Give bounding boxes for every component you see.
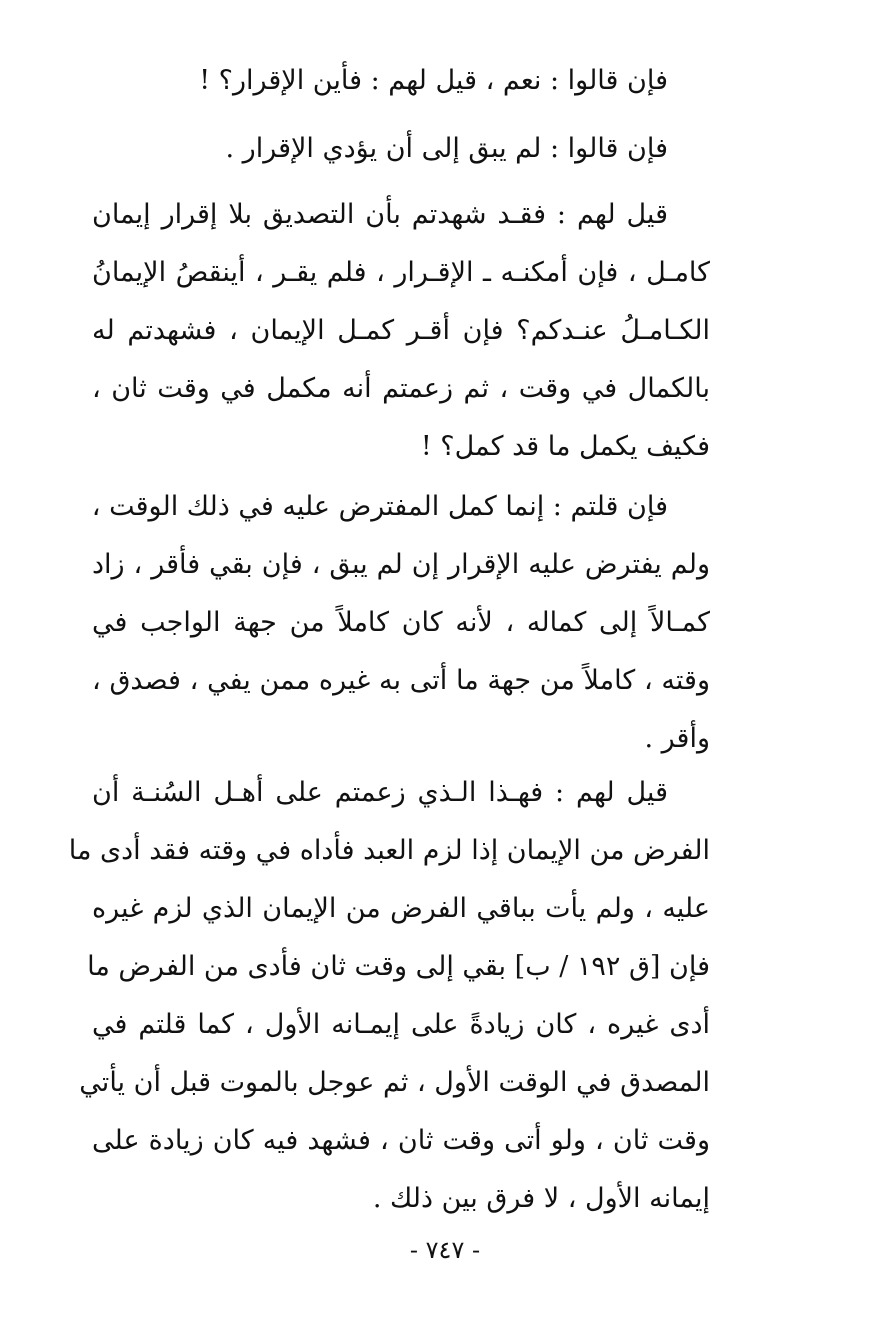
text-line: فإن [ق ١٩٢ / ب] بقي إلى وقت ثان فأدى من الفرض ما — [87, 951, 710, 982]
text-line: فإن قالوا : لم يبق إلى أن يؤدي الإقرار . — [225, 133, 668, 164]
text-line: عليه ، ولم يأت بباقي الفرض من الإيمان الذي لزم غيره — [92, 893, 710, 924]
text-line: إيمانه الأول ، لا فرق بين ذلك . — [372, 1183, 710, 1214]
page-number: - ٧٤٧ - — [409, 1236, 481, 1264]
paragraph-2 — [92, 120, 710, 178]
paragraph-3 — [92, 186, 710, 476]
paragraph-1 — [92, 52, 710, 110]
text-line: كمـالاً إلى كماله ، لأنه كان كاملاً من جهة الواجب في — [92, 607, 710, 638]
paragraph-5 — [68, 764, 710, 1228]
text-line: ولم يفترض عليه الإقرار إن لم يبق ، فإن بقي فأقر ، زاد — [92, 549, 710, 580]
text-line: فإن قلتم : إنما كمل المفترض عليه في ذلك الوقت ، — [91, 491, 668, 522]
text-line: وقته ، كاملاً من جهة ما أتى به غيره ممن يفي ، فصدق ، — [92, 665, 710, 696]
paragraph-4 — [92, 478, 710, 768]
text-line: الكـامـلُ عنـدكم؟ فإن أقـر كمـل الإيمان ، فشهدتم له — [92, 315, 710, 346]
text-line: الفرض من الإيمان إذا لزم العبد فأداه في وقته فقد أدى ما — [68, 835, 710, 866]
text-line: قيل لهم : فقـد شهدتم بأن التصديق بلا إقرار إيمان — [92, 199, 668, 230]
text-line: وقت ثان ، ولو أتى وقت ثان ، فشهد فيه كان زيادة على — [92, 1125, 710, 1156]
text-line: بالكمال في وقت ، ثم زعمتم أنه مكمل في وقت ثان ، — [92, 373, 710, 404]
text-line: المصدق في الوقت الأول ، ثم عوجل بالموت قبل أن يأتي — [79, 1067, 710, 1098]
text-line: كامـل ، فإن أمكنـه ـ الإقـرار ، فلم يقـر ، أينقصُ الإيمانُ — [92, 257, 710, 288]
text-line: فكيف يكمل ما قد كمل؟ ! — [420, 431, 710, 462]
text-line: فإن قالوا : نعم ، قيل لهم : فأين الإقرار؟ ! — [199, 65, 668, 96]
text-line: قيل لهم : فهـذا الـذي زعمتم على أهـل السُنـة أن — [92, 777, 668, 808]
text-line: وأقر . — [644, 723, 710, 754]
text-line: أدى غيره ، كان زيادةً على إيمـانه الأول ، كما قلتم في — [92, 1009, 710, 1040]
